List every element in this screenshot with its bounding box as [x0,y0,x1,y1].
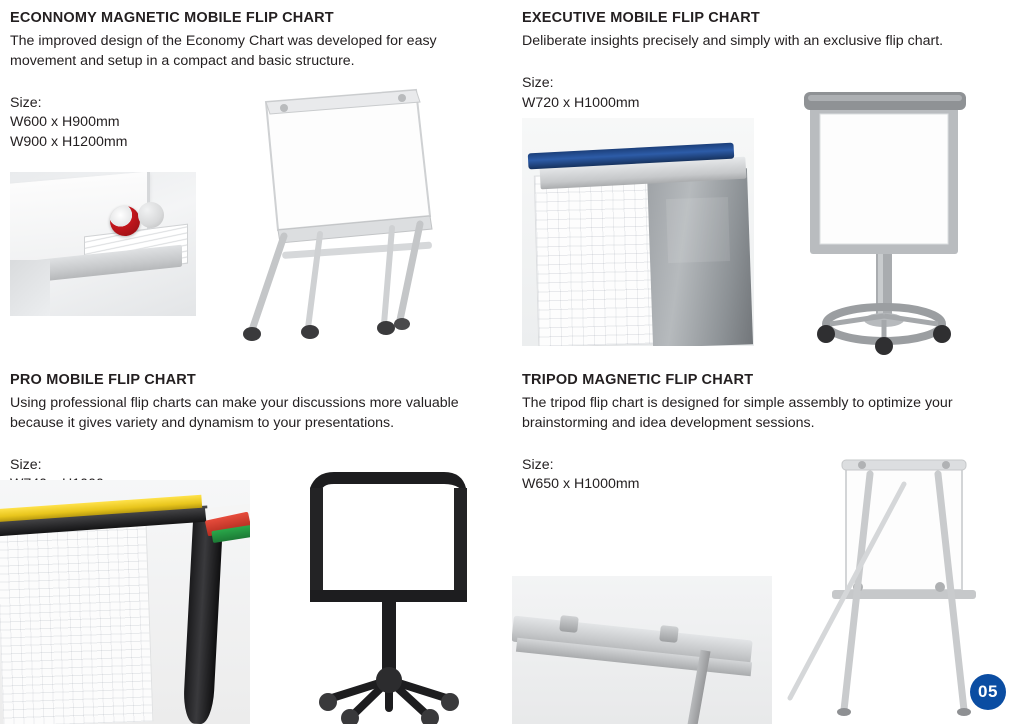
executive-flipchart-easel-photo [768,84,1016,356]
economy-flipchart-detail-photo [10,172,196,316]
executive-easel-illustration [768,84,1016,356]
product-description: Using professional flip charts can make your discussions more valuable because it gives variety and dynamism to your presentations. [10,395,459,431]
size-value: W600 x H900mm [10,114,120,131]
product-block-tripod [512,362,1024,724]
economy-flipchart-easel-photo [224,84,496,354]
blueprint-sheet [534,172,658,346]
gray-clamp-knob [138,202,164,228]
size-label: Size: [10,94,42,111]
clamp-knob [559,615,579,633]
clamp-knob [659,625,679,643]
size-value: W650 x H1000mm [522,476,640,493]
product-block-pro [0,362,512,724]
pro-easel-illustration [276,462,512,724]
product-title: PRO MOBILE FLIP CHART [10,372,196,388]
product-description: Deliberate insights precisely and simply with an exclusive flip chart. [522,33,944,50]
pro-flipchart-paper-photo [0,480,250,724]
product-description: The tripod flip chart is designed for simple assembly to optimize your brainstorming and idea development sessions. [522,395,953,431]
product-block-executive [512,0,1024,362]
tripod-flipchart-detail-photo [512,576,772,724]
product-description: The improved design of the Economy Chart was developed for easy movement and setup in a compact and basic structure. [10,33,437,69]
red-clamp-knob [110,206,140,236]
page-number-badge: 05 [970,674,1006,710]
product-title: ECONNOMY MAGNETIC MOBILE FLIP CHART [10,10,334,26]
product-title: EXECUTIVE MOBILE FLIP CHART [522,10,760,26]
size-value: W900 x H1200mm [10,133,128,150]
product-block-economy [0,0,512,362]
product-title: TRIPOD MAGNETIC FLIP CHART [522,372,754,388]
board-corner [10,260,50,316]
economy-easel-illustration [224,84,496,354]
size-label: Size: [522,74,554,91]
blueprint-sheet [0,521,153,724]
size-value: W720 x H1000mm [522,94,640,111]
size-label: Size: [522,456,554,473]
executive-flipchart-paper-photo [522,118,754,346]
gray-panel [647,168,753,346]
pro-flipchart-easel-photo [276,462,512,724]
size-label: Size: [10,456,42,473]
